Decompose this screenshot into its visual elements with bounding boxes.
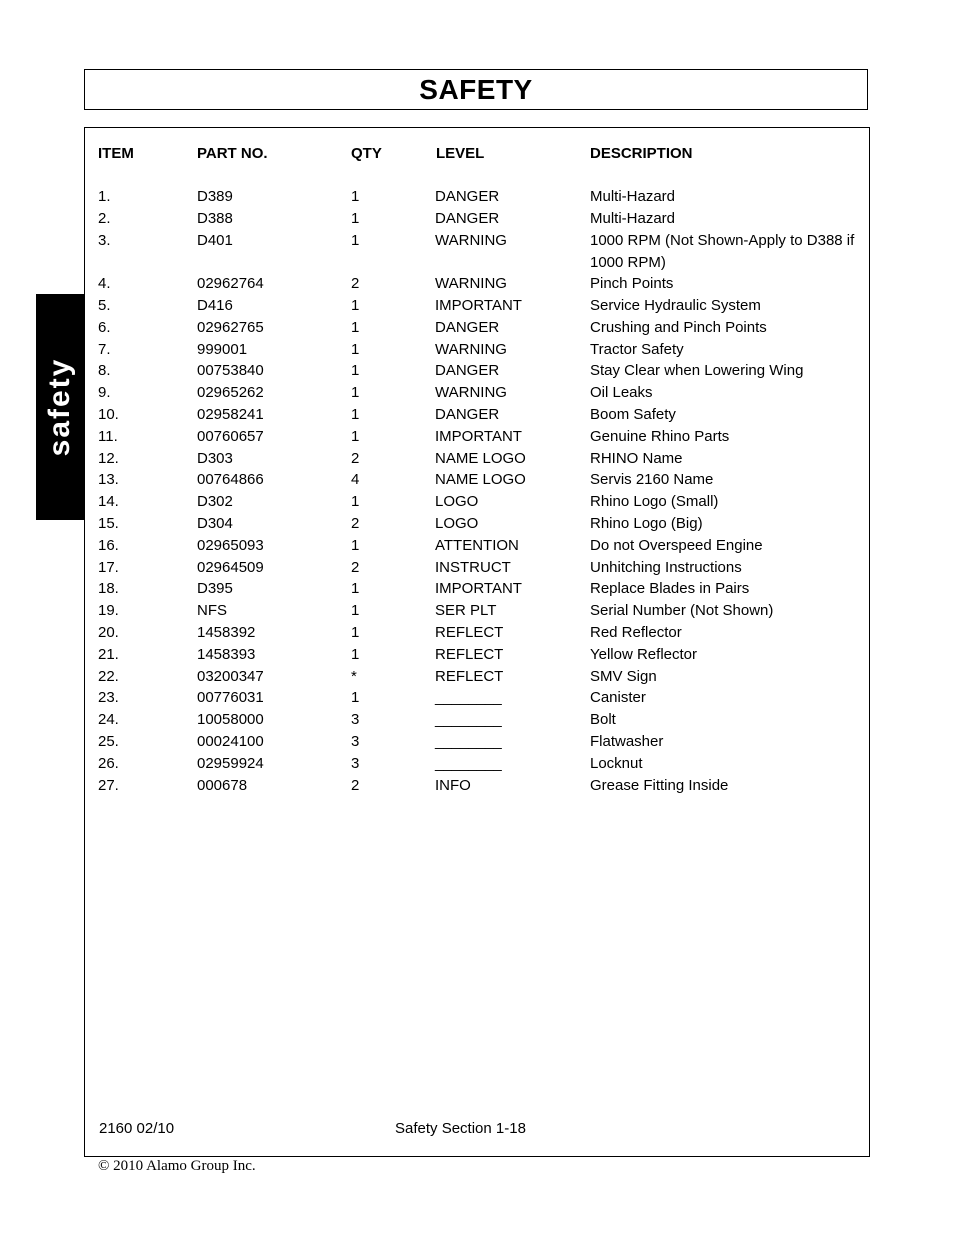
row-item: 2. [98, 209, 111, 227]
row-qty: 2 [351, 514, 360, 532]
row-description: Yellow Reflector [590, 645, 697, 663]
row-qty: 3 [351, 754, 360, 772]
table-row [85, 775, 869, 797]
row-part-no: 1458393 [197, 645, 256, 663]
column-header-description: DESCRIPTION [590, 145, 693, 162]
row-level: INFO [435, 776, 471, 794]
row-level: NAME LOGO [435, 449, 526, 467]
row-description: Genuine Rhino Parts [590, 427, 730, 445]
row-description: 1000 RPM (Not Shown-Apply to D388 if 1000 RPM) [590, 231, 855, 271]
row-part-no: 03200347 [197, 667, 264, 685]
row-description: Tractor Safety [590, 340, 684, 358]
row-qty: 1 [351, 536, 360, 554]
row-level: DANGER [435, 362, 500, 380]
row-part-no: 02965262 [197, 384, 264, 402]
row-level: WARNING [435, 340, 507, 358]
row-item: 8. [98, 362, 111, 380]
row-qty: 4 [351, 471, 360, 489]
row-part-no: D388 [197, 209, 233, 227]
row-level: IMPORTANT [435, 427, 522, 445]
page-title: SAFETY [419, 73, 533, 105]
row-level: DANGER [435, 405, 500, 423]
table-row [85, 600, 869, 622]
table-row [85, 469, 869, 491]
row-level: SER PLT [435, 602, 497, 620]
row-part-no: 02965093 [197, 536, 264, 554]
table-row [85, 513, 869, 535]
row-part-no: D304 [197, 514, 233, 532]
row-description: Canister [590, 689, 646, 707]
row-part-no: 02959924 [197, 754, 264, 772]
row-part-no: D401 [197, 231, 233, 249]
column-header-level: LEVEL [436, 145, 485, 162]
table-row [85, 295, 869, 317]
row-qty: 1 [351, 580, 360, 598]
table-row [85, 709, 869, 731]
row-part-no: 1458392 [197, 623, 256, 641]
row-item: 14. [98, 493, 119, 511]
row-item: 6. [98, 318, 111, 336]
table-row [85, 404, 869, 426]
row-description: Boom Safety [590, 405, 676, 423]
row-item: 20. [98, 623, 119, 641]
row-part-no: D395 [197, 580, 233, 598]
row-qty: 1 [351, 362, 360, 380]
row-qty: 1 [351, 493, 360, 511]
side-tab-label: safety [43, 357, 76, 457]
row-level: LOGO [435, 493, 479, 511]
row-part-no: 02964509 [197, 558, 264, 576]
row-description: Do not Overspeed Engine [590, 536, 763, 554]
row-level: LOGO [435, 514, 479, 532]
row-level: NAME LOGO [435, 471, 526, 489]
row-item: 10. [98, 405, 119, 423]
table-row [85, 208, 869, 230]
row-item: 19. [98, 602, 119, 620]
row-part-no: 999001 [197, 340, 248, 358]
table-row [85, 622, 869, 644]
row-level: WARNING [435, 384, 507, 402]
row-item: 15. [98, 514, 119, 532]
table-row [85, 186, 869, 208]
row-item: 16. [98, 536, 119, 554]
row-qty: 1 [351, 188, 360, 205]
row-part-no: NFS [197, 602, 227, 620]
row-part-no: D389 [197, 188, 233, 205]
row-level: DANGER [435, 209, 500, 227]
row-level: IMPORTANT [435, 580, 522, 598]
row-item: 27. [98, 776, 119, 794]
row-description: SMV Sign [590, 667, 657, 685]
row-description: Rhino Logo (Big) [590, 514, 703, 532]
row-qty: 1 [351, 645, 360, 663]
row-item: 17. [98, 558, 119, 576]
title-box [84, 69, 868, 110]
row-item: 21. [98, 645, 119, 663]
row-part-no: D303 [197, 449, 233, 467]
row-qty: 3 [351, 732, 360, 750]
row-qty: 1 [351, 602, 360, 620]
row-part-no: 00753840 [197, 362, 264, 380]
row-qty: 1 [351, 689, 360, 707]
table-row [85, 382, 869, 404]
row-item: 12. [98, 449, 119, 467]
row-item: 23. [98, 689, 119, 707]
row-qty: 1 [351, 384, 360, 402]
row-description: Rhino Logo (Small) [590, 493, 719, 511]
copyright: © 2010 Alamo Group Inc. [98, 1158, 256, 1174]
column-header-item: ITEM [98, 145, 134, 162]
table-row [85, 230, 869, 274]
column-header-qty: QTY [351, 145, 382, 162]
row-description: Serial Number (Not Shown) [590, 602, 774, 620]
row-description: Replace Blades in Pairs [590, 580, 750, 598]
table-row [85, 273, 869, 295]
row-level: REFLECT [435, 623, 504, 641]
row-part-no: 00776031 [197, 689, 264, 707]
row-qty: 2 [351, 275, 360, 293]
row-part-no: 00764866 [197, 471, 264, 489]
table-body [85, 186, 869, 796]
row-item: 4. [98, 275, 111, 293]
row-description: Multi-Hazard [590, 209, 676, 227]
row-item: 11. [98, 427, 118, 445]
row-item: 13. [98, 471, 119, 489]
row-qty: 2 [351, 449, 360, 467]
row-level: INSTRUCT [435, 558, 511, 576]
row-level: REFLECT [435, 667, 504, 685]
table-row [85, 666, 869, 688]
row-level: WARNING [435, 275, 507, 293]
column-header-part: PART NO. [197, 145, 268, 162]
row-qty: 1 [351, 405, 360, 423]
row-description: Service Hydraulic System [590, 296, 761, 314]
table-row [85, 426, 869, 448]
row-level: ________ [435, 689, 502, 707]
table-row [85, 535, 869, 557]
row-level: IMPORTANT [435, 296, 522, 314]
row-level: DANGER [435, 318, 500, 336]
table-row [85, 448, 869, 470]
row-qty: 2 [351, 558, 360, 576]
row-level: ________ [435, 711, 502, 729]
row-description: Unhitching Instructions [590, 558, 742, 576]
row-qty: * [351, 667, 357, 685]
table-row [85, 339, 869, 361]
row-item: 1. [98, 188, 111, 205]
footer-section: Safety Section 1-18 [395, 1120, 526, 1137]
row-item: 7. [98, 340, 111, 358]
row-level: WARNING [435, 231, 507, 249]
row-description: Crushing and Pinch Points [590, 318, 767, 336]
row-level: REFLECT [435, 645, 504, 663]
row-qty: 3 [351, 711, 360, 729]
row-part-no: 000678 [197, 776, 248, 794]
row-item: 18. [98, 580, 119, 598]
row-item: 22. [98, 667, 119, 685]
row-qty: 1 [351, 427, 360, 445]
row-qty: 1 [351, 623, 360, 641]
row-description: Servis 2160 Name [590, 471, 714, 489]
table-row [85, 557, 869, 579]
row-description: Pinch Points [590, 275, 674, 293]
row-qty: 1 [351, 231, 360, 249]
row-item: 25. [98, 732, 119, 750]
row-qty: 1 [351, 296, 360, 314]
row-qty: 1 [351, 340, 360, 358]
row-level: ________ [435, 754, 502, 772]
table-row [85, 317, 869, 339]
row-level: DANGER [435, 188, 500, 205]
row-qty: 1 [351, 209, 360, 227]
row-part-no: D416 [197, 296, 233, 314]
table-row [85, 578, 869, 600]
parts-table [84, 127, 870, 1157]
row-description: Red Reflector [590, 623, 682, 641]
row-level: ATTENTION [435, 536, 519, 554]
row-description: Locknut [590, 754, 643, 772]
row-part-no: 02962765 [197, 318, 264, 336]
row-description: Multi-Hazard [590, 188, 676, 205]
row-level: ________ [435, 732, 502, 750]
row-description: Oil Leaks [590, 384, 653, 402]
table-row [85, 731, 869, 753]
row-part-no: 00024100 [197, 732, 264, 750]
side-tab [36, 294, 84, 520]
row-part-no: 00760657 [197, 427, 264, 445]
row-item: 3. [98, 231, 111, 249]
row-item: 9. [98, 384, 111, 402]
row-qty: 1 [351, 318, 360, 336]
row-description: Stay Clear when Lowering Wing [590, 362, 804, 380]
row-description: Flatwasher [590, 732, 664, 750]
row-description: Bolt [590, 711, 616, 729]
row-part-no: 02958241 [197, 405, 264, 423]
row-item: 5. [98, 296, 111, 314]
row-item: 24. [98, 711, 119, 729]
row-description: RHINO Name [590, 449, 683, 467]
table-row [85, 753, 869, 775]
row-item: 26. [98, 754, 119, 772]
row-qty: 2 [351, 776, 360, 794]
footer-model-date: 2160 02/10 [99, 1120, 175, 1137]
table-row [85, 644, 869, 666]
row-part-no: 10058000 [197, 711, 264, 729]
row-description: Grease Fitting Inside [590, 776, 729, 794]
table-row [85, 491, 869, 513]
row-part-no: 02962764 [197, 275, 264, 293]
table-row [85, 687, 869, 709]
table-row [85, 360, 869, 382]
row-part-no: D302 [197, 493, 233, 511]
